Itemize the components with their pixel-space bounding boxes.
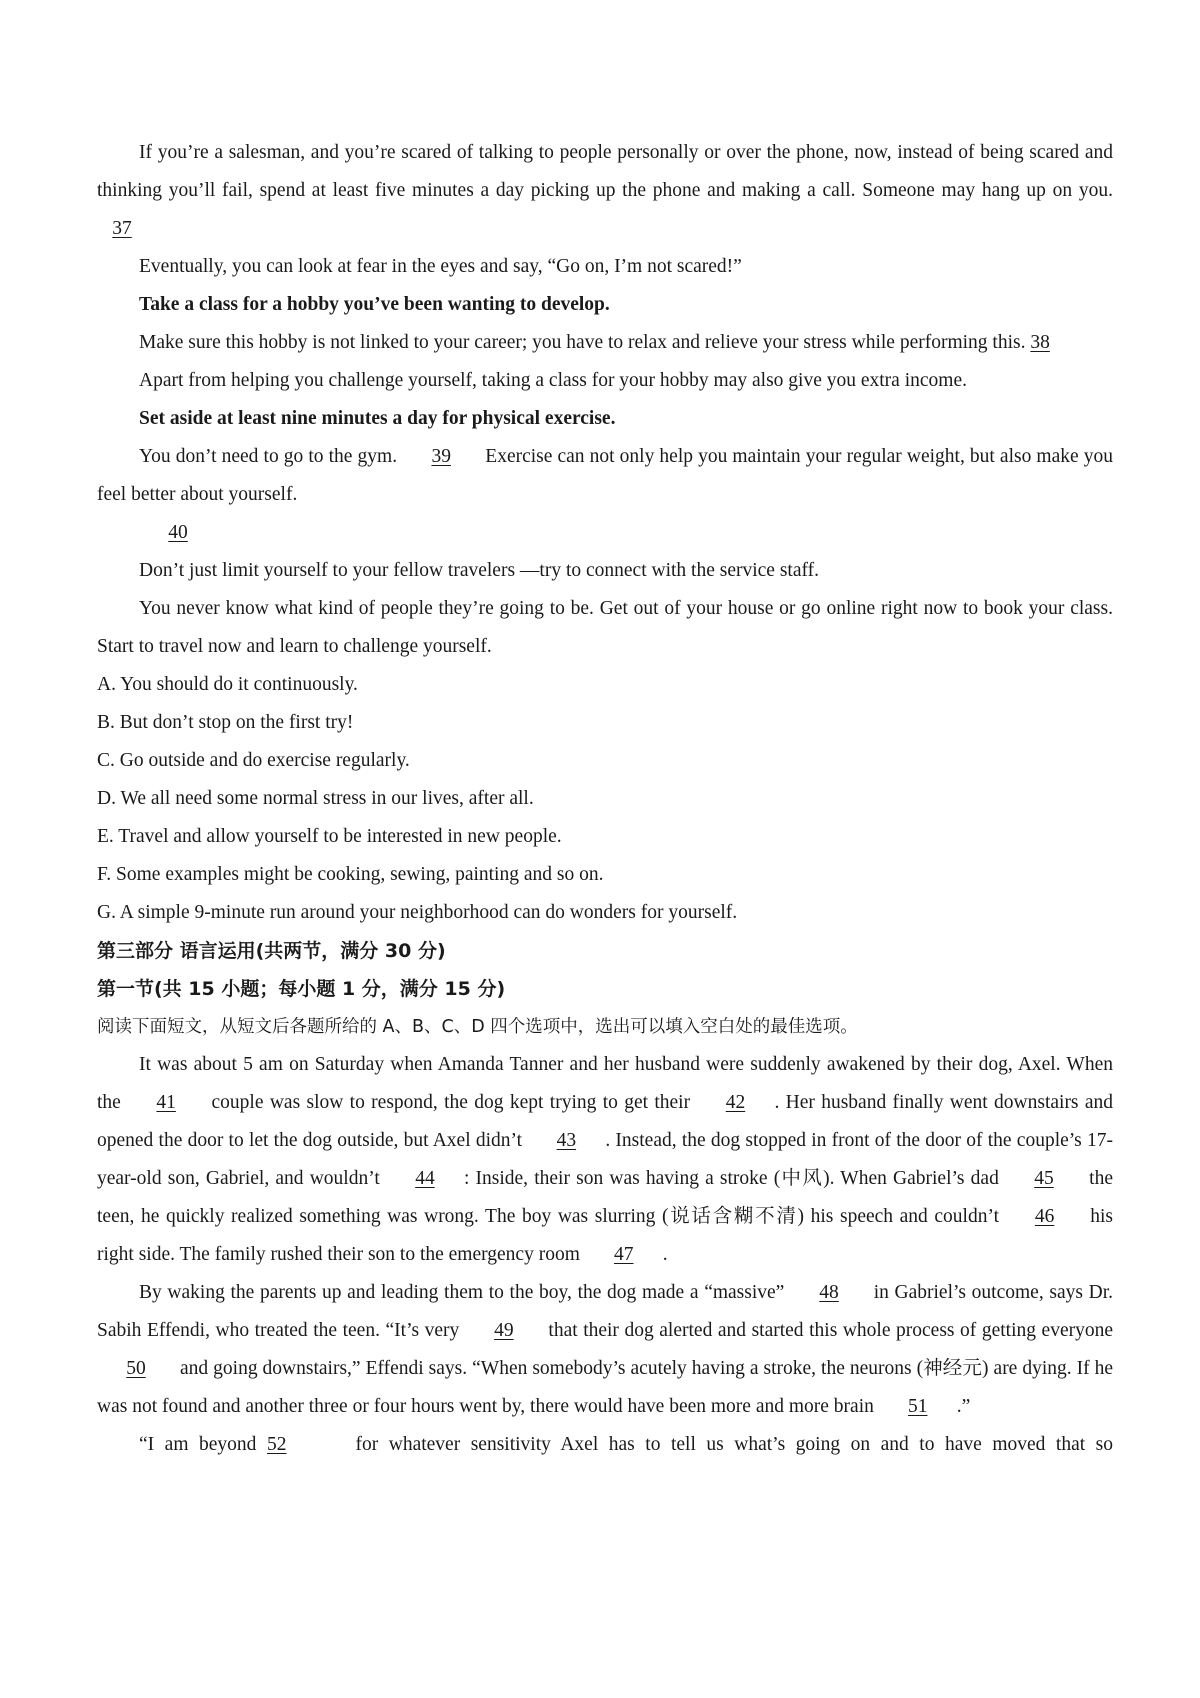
blank-50: 50 [126, 1358, 146, 1379]
exam-page [97, 134, 1113, 1464]
paragraph-text: his right side. The family rushed their son to the emergency room [97, 1206, 1114, 1265]
blank-48: 48 [819, 1282, 839, 1303]
paragraph-text: If you’re a salesman, and you’re scared of talking to people personally or over the phone, now, instead of being scared and thinking you’ll fail, spend at least five minutes a day picking up the phone and making a call. Someone may hang up on you. [97, 142, 1113, 201]
section-heading: Take a class for a hobby you’ve been wanting to develop. [139, 294, 610, 315]
blank-51: 51 [907, 1396, 928, 1417]
paragraph-text: in Gabriel’s outcome, says Dr. Sabih Effendi, who treated the teen. “It’s very [97, 1282, 1113, 1341]
blank-38: 38 [1030, 332, 1050, 353]
paragraph: Eventually, you can look at fear in the eyes and say, “Go on, I’m not scared!” [139, 256, 742, 277]
paragraph-text: . Instead, the dog stopped in front of the door of the couple’s 17-year-old son, Gabriel, and wouldn’t [97, 1130, 1113, 1189]
option-a: A. You should do it continuously. [97, 674, 358, 695]
paragraph [97, 324, 1113, 362]
paragraph [97, 1426, 1113, 1464]
paragraph-text: that their dog alerted and started this whole process of getting everyone [548, 1320, 1114, 1341]
section-subheading: 第一节(共 15 小题；每小题 1 分，满分 15 分) [97, 978, 506, 1000]
blank-47: 47 [614, 1244, 634, 1265]
paragraph-text: Exercise can not only help you maintain your regular weight, but also make you feel better about yourself. [97, 446, 1114, 505]
paragraph [97, 134, 1113, 248]
paragraph-text: You don’t need to go to the gym. [139, 446, 398, 467]
option-f: F. Some examples might be cooking, sewing, painting and so on. [97, 864, 604, 885]
blank-41: 41 [156, 1092, 176, 1113]
paragraph [97, 1046, 1113, 1274]
option-c: C. Go outside and do exercise regularly. [97, 750, 410, 771]
option-b: B. But don’t stop on the first try! [97, 712, 354, 733]
section-heading: Set aside at least nine minutes a day for physical exercise. [139, 408, 616, 429]
paragraph-text: . Her husband finally went downstairs and opened the door to let the dog outside, but Axel didn’t [97, 1092, 1114, 1151]
paragraph-text: It was about 5 am on Saturday when Amanda Tanner and her husband were suddenly awakened by their dog, Axel. When the [97, 1054, 1113, 1113]
blank-42: 42 [725, 1092, 746, 1113]
paragraph-text: .” [956, 1396, 971, 1417]
paragraph-text: couple was slow to respond, the dog kept trying to get their [211, 1092, 691, 1113]
paragraph [97, 514, 1113, 552]
paragraph [97, 438, 1113, 514]
option-g: G. A simple 9-minute run around your neighborhood can do wonders for yourself. [97, 902, 738, 923]
paragraph-text: and going downstairs,” Effendi says. “When somebody’s acutely having a stroke, the neurons (神经元) are dying. If he was not found and another three or four hours went by, there would have been more and more brain [97, 1358, 1114, 1417]
option-e: E. Travel and allow yourself to be interested in new people. [97, 826, 562, 847]
paragraph-text: “I am beyond [139, 1434, 257, 1455]
paragraph-text: : Inside, their son was having a stroke (中风). When Gabriel’s dad [463, 1168, 999, 1189]
blank-44: 44 [415, 1168, 435, 1189]
paragraph-text: Make sure this hobby is not linked to your career; you have to relax and relieve your stress while performing this. [139, 332, 1026, 353]
paragraph: Apart from helping you challenge yourself, taking a class for your hobby may also give you extra income. [139, 370, 967, 391]
paragraph-text: . [662, 1244, 668, 1265]
blank-37: 37 [112, 218, 132, 239]
blank-45: 45 [1034, 1168, 1054, 1189]
blank-49: 49 [494, 1320, 514, 1341]
instructions: 阅读下面短文，从短文后各题所给的 A、B、C、D 四个选项中，选出可以填入空白处的最佳选项。 [97, 1017, 858, 1037]
paragraph-text: the teen, he quickly realized something was wrong. The boy was slurring (说话含糊不清) his speech and couldn’t [97, 1168, 1113, 1227]
paragraph [97, 1274, 1113, 1426]
part-heading: 第三部分 语言运用(共两节，满分 30 分) [97, 940, 446, 962]
blank-52: 52 [266, 1434, 287, 1455]
blank-40: 40 [168, 522, 188, 543]
option-d: D. We all need some normal stress in our lives, after all. [97, 788, 534, 809]
paragraph: You never know what kind of people they’re going to be. Get out of your house or go online right now to book your class. Start to travel now and learn to challenge yourself. [97, 598, 1113, 657]
blank-43: 43 [556, 1130, 577, 1151]
blank-39: 39 [431, 446, 451, 467]
paragraph: Don’t just limit yourself to your fellow travelers —try to connect with the service staff. [139, 560, 819, 581]
blank-46: 46 [1034, 1206, 1055, 1227]
paragraph-text: for whatever sensitivity Axel has to tell us what’s going on and to have moved that so [355, 1434, 1114, 1455]
paragraph-text: By waking the parents up and leading them to the boy, the dog made a “massive” [139, 1282, 785, 1303]
